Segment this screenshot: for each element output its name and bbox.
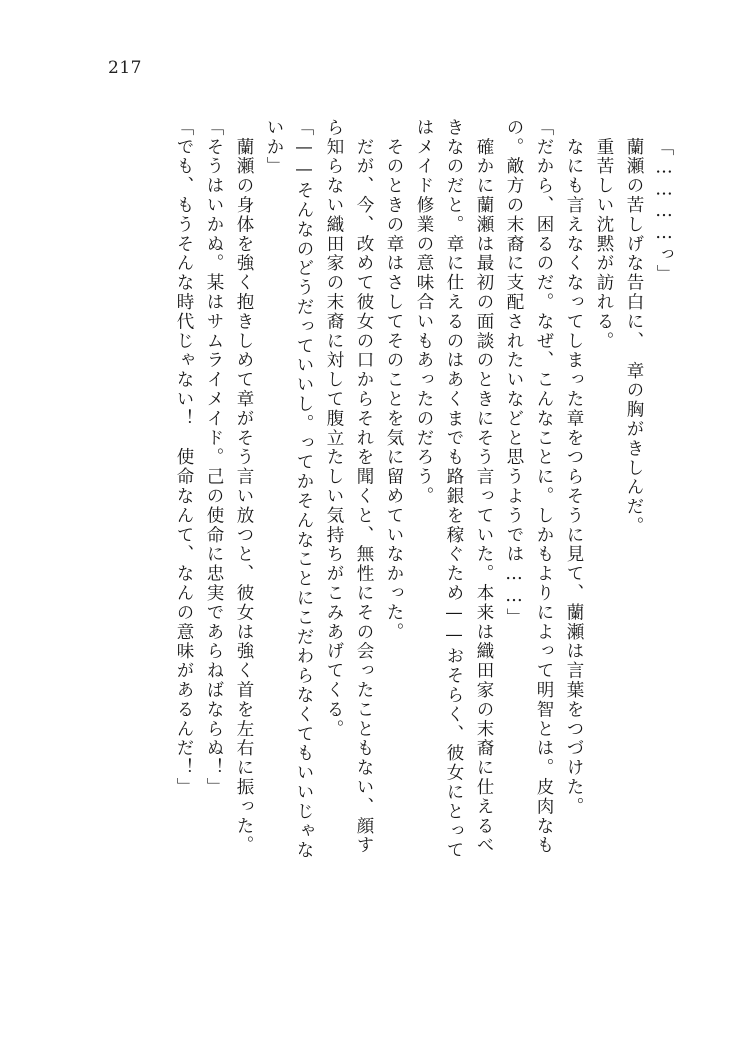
text-line: きなのだと。章に仕えるのはあくまでも路銀を稼ぐため——おそらく、彼女にとって <box>444 118 464 861</box>
text-line: ら知らない織田家の末裔に対して腹立たしい気持ちがこみあげてくる。 <box>324 118 344 739</box>
text-line: 蘭瀬の身体を強く抱きしめて章がそう言い放つと、彼女は強く首を左右に振った。 <box>234 118 254 856</box>
text-line: なにも言えなくなってしまった章をつらそうに見て、蘭瀬は言葉をつづけた。 <box>564 118 584 817</box>
vertical-text-block <box>60 118 672 998</box>
text-line: だが、今、改めて彼女の口からそれを聞くと、無性にその会ったこともない、顔す <box>354 118 374 856</box>
text-line: 「だから、困るのだ。なぜ、こんなことに。しかもよりによって明智とは。皮肉なも <box>534 118 554 856</box>
text-line: はメイド修業の意味合いもあったのだろう。 <box>414 118 434 506</box>
page-number: 217 <box>108 58 142 78</box>
text-line: そのときの章はさしてそのことを気に留めていなかった。 <box>384 118 404 642</box>
text-line: 「——そんなのどうだっていいし。ってかそんなことにこだわらなくてもいいじゃな <box>294 118 314 861</box>
text-line: 「でも、もうそんな時代じゃない！ 使命なんて、なんの意味があるんだ！」 <box>174 118 194 797</box>
text-line: いか」 <box>264 118 284 177</box>
text-line: の。敵方の末裔に支配されたいなどと思うようでは……」 <box>504 118 524 628</box>
text-line: 確かに蘭瀬は最初の面談のときにそう言っていた。本来は織田家の末裔に仕えるべ <box>474 118 494 856</box>
text-line: 「そうはいかぬ。某はサムライメイド。己の使命に忠実であらねばならぬ！」 <box>204 118 224 797</box>
text-line: 「…………っ」 <box>654 138 674 284</box>
text-line: 蘭瀬の苦しげな告白に、 章の胸がきしんだ。 <box>624 118 644 537</box>
text-line: 重苦しい沈黙が訪れる。 <box>594 118 614 351</box>
